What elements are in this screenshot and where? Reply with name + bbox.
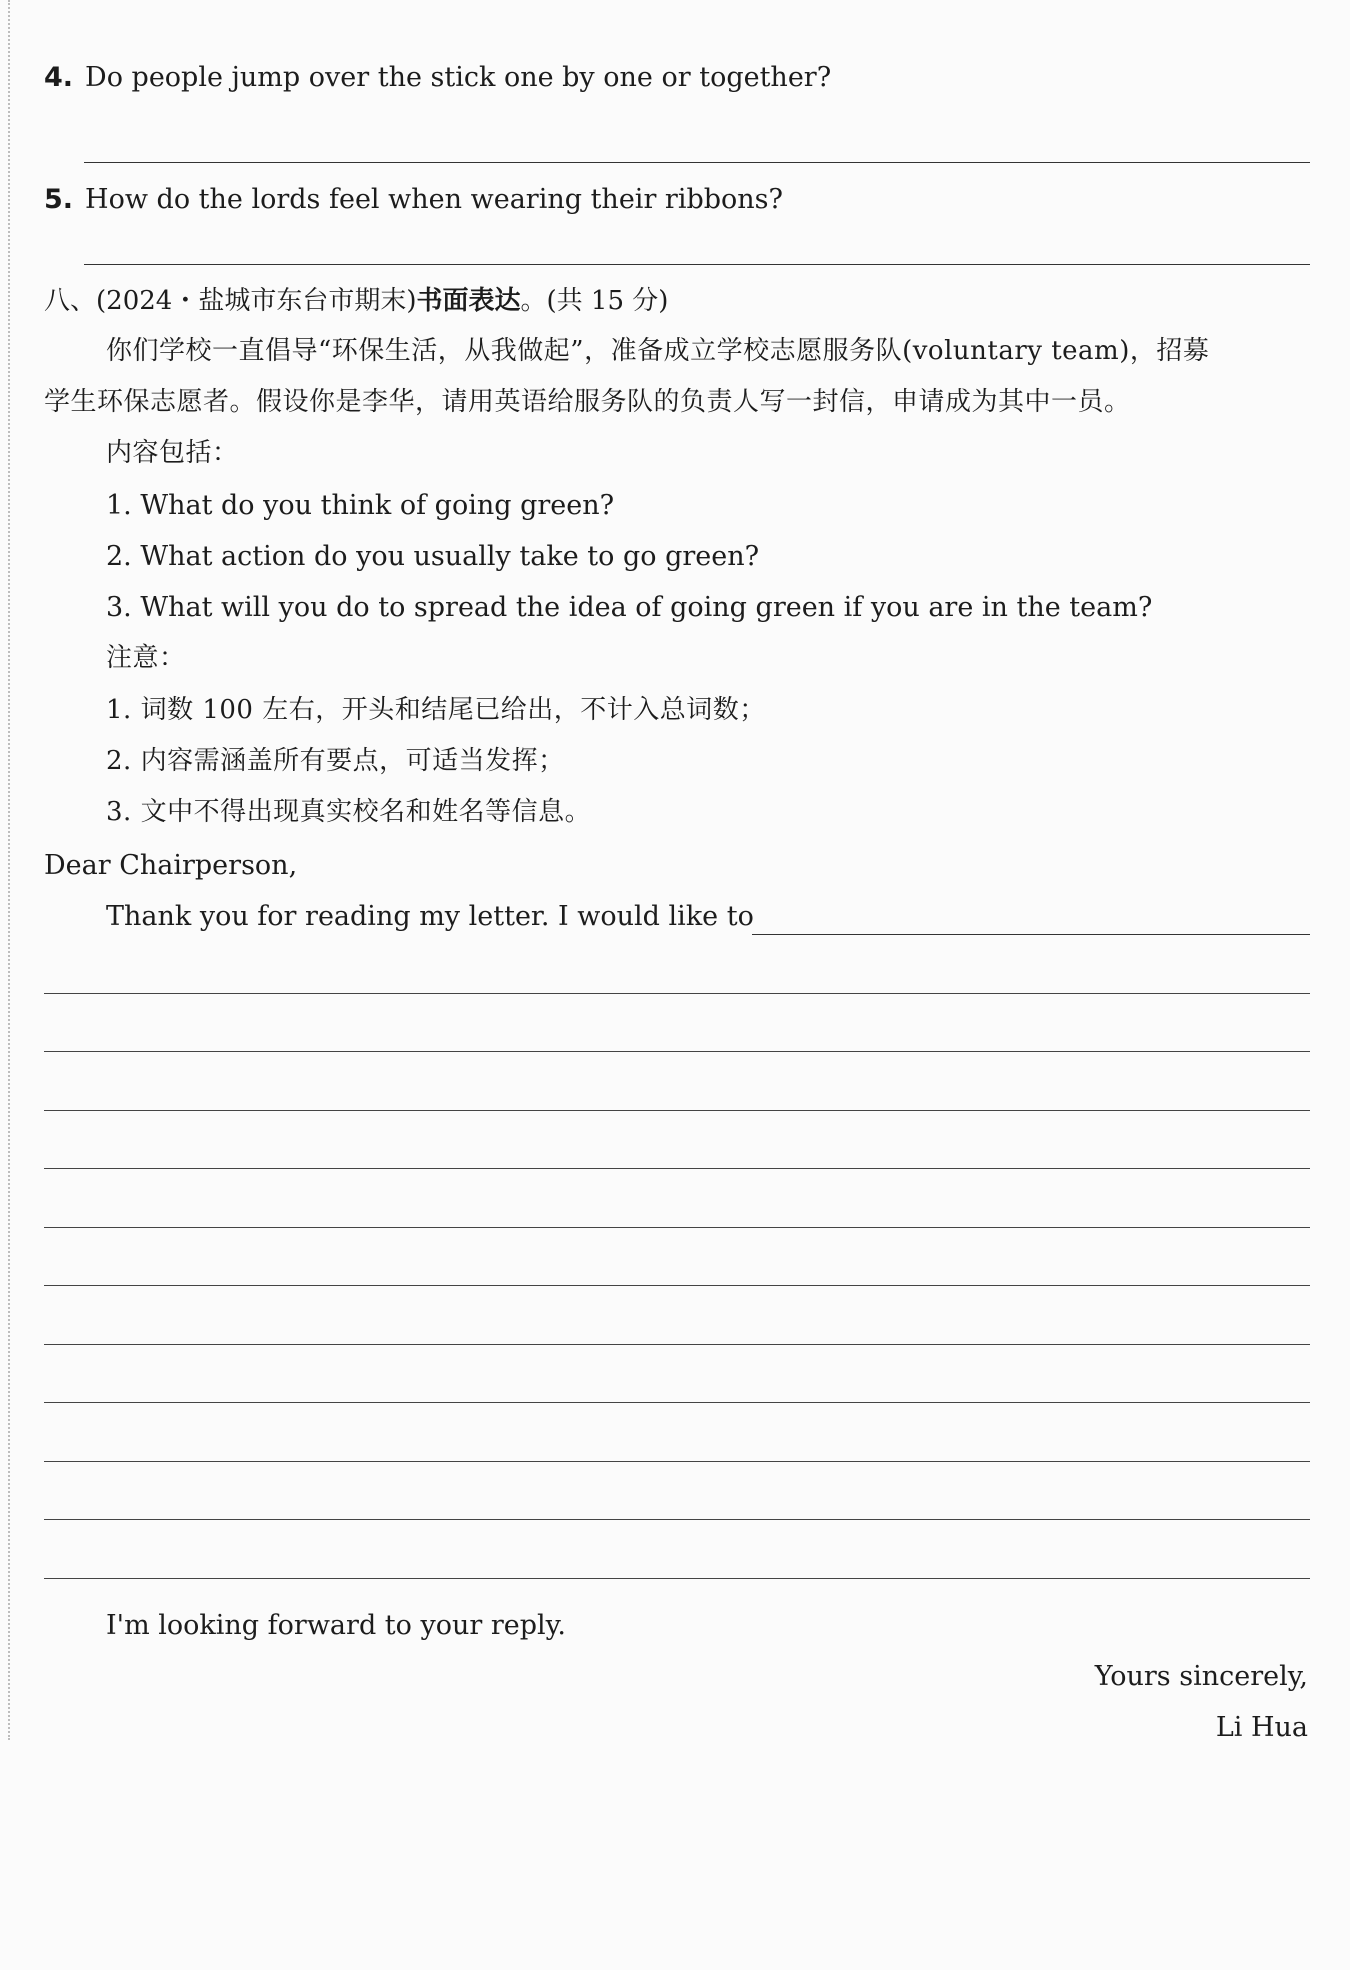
writing-line[interactable] xyxy=(44,1519,1310,1520)
writing-line[interactable] xyxy=(44,1578,1310,1579)
writing-line[interactable] xyxy=(44,1227,1310,1228)
notes-heading: 注意： xyxy=(106,643,186,673)
notes-item-3: 3. 文中不得出现真实校名和姓名等信息。 xyxy=(106,797,592,827)
writing-line[interactable] xyxy=(44,1110,1310,1111)
writing-line[interactable] xyxy=(44,1402,1310,1403)
writing-line[interactable] xyxy=(44,1285,1310,1286)
intro-line-2: 学生环保志愿者。假设你是李华，请用英语给服务队的负责人写一封信，申请成为其中一员。 xyxy=(44,387,1131,417)
section-number: 八、 xyxy=(44,286,97,316)
writing-line[interactable] xyxy=(44,1051,1310,1052)
content-heading: 内容包括： xyxy=(106,438,239,468)
question-text: Do people jump over the stick one by one or together? xyxy=(85,62,832,93)
intro-line-1: 你们学校一直倡导“环保生活，从我做起”，准备成立学校志愿服务队(voluntary team)，招募 xyxy=(106,336,1210,366)
answer-line-5[interactable] xyxy=(84,264,1310,265)
notes-item-2: 2. 内容需涵盖所有要点，可适当发挥； xyxy=(106,746,565,776)
notes-item-1: 1. 词数 100 左右，开头和结尾已给出，不计入总词数； xyxy=(106,695,766,725)
writing-line[interactable] xyxy=(44,1344,1310,1345)
section-points: 。(共 15 分) xyxy=(520,286,669,316)
section-title xyxy=(44,288,668,314)
content-item-3: 3. What will you do to spread the idea of going green if you are in the team? xyxy=(106,592,1153,623)
question-4 xyxy=(44,64,831,91)
writing-line[interactable] xyxy=(44,1168,1310,1169)
section-heading: 书面表达 xyxy=(416,286,521,316)
question-text: How do the lords feel when wearing their ribbons? xyxy=(85,184,784,215)
letter-salutation: Dear Chairperson, xyxy=(44,850,298,881)
content-item-2: 2. What action do you usually take to go green? xyxy=(106,541,760,572)
writing-line[interactable] xyxy=(44,993,1310,994)
content-item-1: 1. What do you think of going green? xyxy=(106,490,615,521)
letter-signature-name: Li Hua xyxy=(1215,1712,1308,1743)
letter-closing-line: I'm looking forward to your reply. xyxy=(106,1610,566,1641)
writing-line-first[interactable] xyxy=(752,934,1310,935)
question-number: 4. xyxy=(44,62,74,93)
section-source: (2024・盐城市东台市期末) xyxy=(96,286,417,316)
answer-line-4[interactable] xyxy=(84,162,1310,163)
question-number: 5. xyxy=(44,184,74,215)
letter-sign-off: Yours sincerely, xyxy=(1094,1661,1308,1692)
letter-opening: Thank you for reading my letter. I would like to xyxy=(106,901,754,932)
writing-line[interactable] xyxy=(44,1461,1310,1462)
question-5 xyxy=(44,186,783,213)
